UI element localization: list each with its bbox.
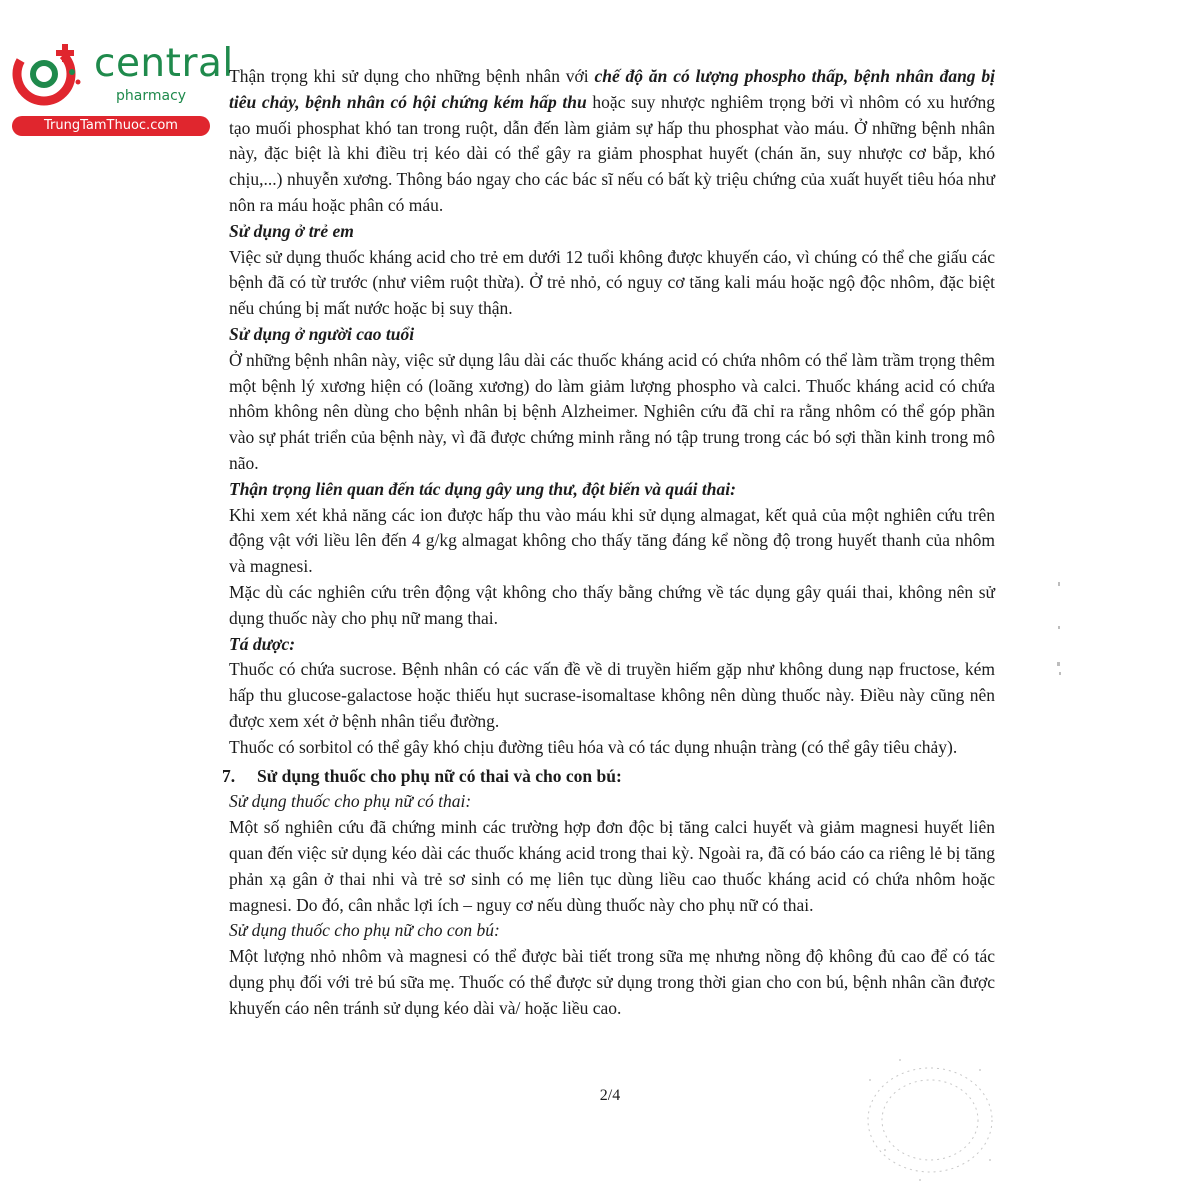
pregnancy-paragraph: Một số nghiên cứu đã chứng minh các trường hợp đơn độc bị tăng calci huyết và giảm magnesi huyết liên quan đến việc sử dụng kéo dài các thuốc kháng acid trong thai kỳ. Ngoài ra, đã có báo cáo ca riêng lẻ bị tăng phản xạ gân ở thai nhi và trẻ sơ sinh có mẹ liên tục dùng liều cao thuốc kháng acid có chứa nhôm hoặc magnesi. Do đó, cân nhắc lợi ích – nguy cơ nếu dùng thuốc này cho phụ nữ có thai. (229, 817, 995, 915)
children-heading: Sử dụng ở trẻ em (229, 220, 354, 241)
carcinogenic-heading: Thận trọng liên quan đến tác dụng gây ung thư, đột biến và quái thai: (229, 478, 736, 499)
lactation-heading: Sử dụng thuốc cho phụ nữ cho con bú: (229, 920, 500, 941)
intro-text-start: Thận trọng khi sử dụng cho những bệnh nhân với (229, 66, 595, 86)
elderly-paragraph: Ở những bệnh nhân này, việc sử dụng lâu dài các thuốc kháng acid có chứa nhôm có thể làm trầm trọng thêm một bệnh lý xương hiện có (loãng xương) do làm giảm lượng phospho và calci. Thuốc kháng acid có chứa nhôm không nên dùng cho bệnh nhân bị bệnh Alzheimer. Nghiên cứu đã chỉ ra rằng nhôm có thể góp phần vào sự phát triển của bệnh này, vì đã được chứng minh rằng nó tập trung trong các bó sợi thần kinh trong mô não. (229, 349, 995, 473)
brand-website-link[interactable]: TrungTamThuoc.com (12, 116, 210, 136)
carcinogenic-paragraph-1: Khi xem xét khả năng các ion được hấp thu vào máu khi sử dụng almagat, kết quả của một nghiên cứu trên động vật với liều lên đến 4 g/kg almagat không cho thấy tăng đáng kể nồng độ trong huyết thanh của nhôm và magnesi. (229, 504, 995, 577)
section-title: Sử dụng thuốc cho phụ nữ có thai và cho con bú: (257, 765, 622, 786)
pharmacy-logo-icon (12, 38, 88, 108)
elderly-heading: Sử dụng ở người cao tuổi (229, 323, 415, 344)
intro-paragraph (229, 64, 995, 219)
excipients-heading: Tá dược: (229, 633, 296, 654)
page-number: 2/4 (599, 1087, 621, 1104)
document-body (222, 64, 995, 1021)
faded-stamp-icon (830, 1040, 1010, 1190)
lactation-paragraph: Một lượng nhỏ nhôm và magnesi có thể được bài tiết trong sữa mẹ nhưng nồng độ không đủ cao để có tác dụng phụ đối với trẻ bú sữa mẹ. Thuốc có thể được sử dụng trong thời gian cho con bú, bệnh nhân cần được khuyến cáo nên tránh sử dụng kéo dài và/ hoặc liều cao. (229, 946, 995, 1018)
pregnancy-heading: Sử dụng thuốc cho phụ nữ có thai: (229, 791, 472, 812)
intro-text-end: hoặc suy nhược nghiêm trọng bởi vì nhôm có xu hướng tạo muối phosphat khó tan trong ruột, dẫn đến làm giảm sự hấp thu phosphat vào máu. Ở những bệnh nhân này, đặc biệt là khi điều trị kéo dài có thể gây ra giảm phosphat huyết (chán ăn, suy nhược cơ bắp, khó chịu,...) nhuyễn xương. Thông báo ngay cho các bác sĩ nếu có bất kỳ triệu chứng của xuất huyết tiêu hóa như nôn ra máu hoặc phân có máu. (229, 91, 995, 215)
section-number: 7. (222, 765, 236, 786)
carcinogenic-paragraph-2: Mặc dù các nghiên cứu trên động vật không cho thấy bằng chứng về tác dụng gây quái thai, không nên sử dụng thuốc này cho phụ nữ mang thai. (229, 581, 995, 628)
brand-logo (10, 38, 234, 138)
section-7-heading (222, 761, 995, 790)
intro-emphasis: chế độ ăn có lượng phospho thấp, bệnh nhân đang bị tiêu chảy, bệnh nhân có hội chứng kém hấp thu (229, 66, 995, 112)
scan-edge-marks (1050, 580, 1070, 690)
excipients-paragraph-1: Thuốc có chứa sucrose. Bệnh nhân có các vấn đề về di truyền hiếm gặp như không dung nạp fructose, kém hấp thu glucose-galactose hoặc thiếu hụt sucrase-isomaltase không nên dùng thuốc này. Điều này cũng nên được xem xét ở bệnh nhân tiểu đường. (229, 659, 995, 731)
excipients-paragraph-2: Thuốc có sorbitol có thể gây khó chịu đường tiêu hóa và có tác dụng nhuận tràng (có thể gây tiêu chảy). (229, 736, 958, 757)
children-paragraph: Việc sử dụng thuốc kháng acid cho trẻ em dưới 12 tuổi không được khuyến cáo, vì chúng có thể che giấu các bệnh đã có từ trước (như viêm ruột thừa). Ở trẻ nhỏ, có nguy cơ tăng kali máu hoặc ngộ độc nhôm, đặc biệt nếu chúng bị mất nước hoặc bị suy thận. (229, 246, 995, 319)
brand-name: central (94, 41, 234, 86)
brand-subtitle: pharmacy (116, 88, 187, 104)
